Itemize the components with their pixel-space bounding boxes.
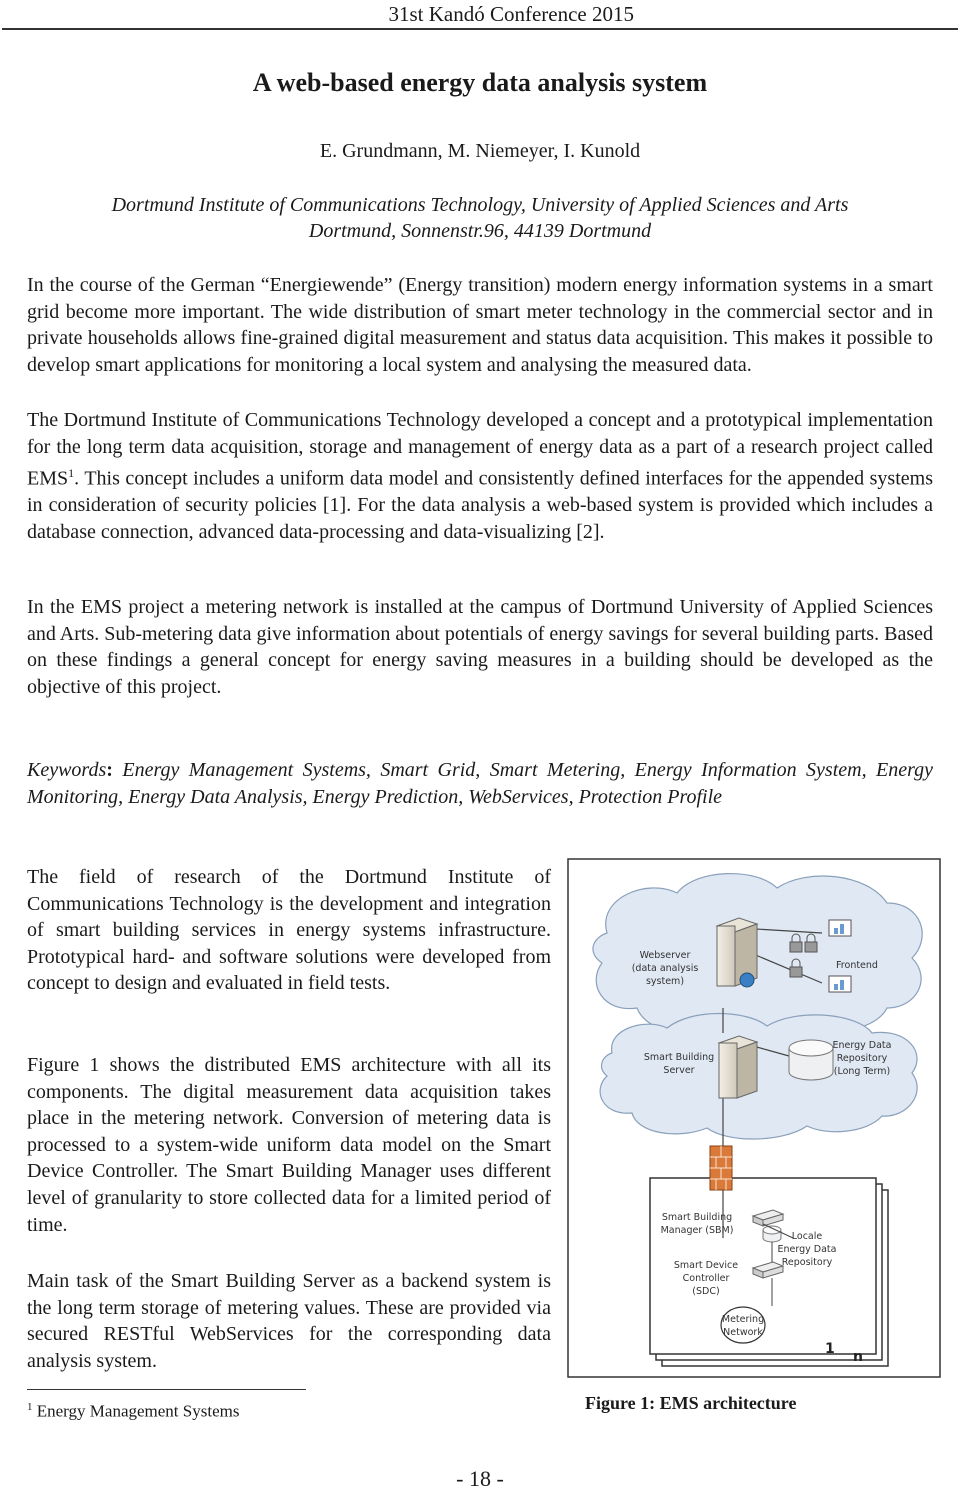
body-paragraph-2: Figure 1 shows the distributed EMS architecture with all its components. The digital measurement data acquisition takes place in the metering network. Conversion of metering data is processed to a system-wide uniform data model on the Smart Device Controller. The Smart Building Manager uses different level of granularity to store collected data for a limited period of time. <box>27 1054 551 1236</box>
keywords <box>27 757 933 811</box>
footnote-text: Energy Management Systems <box>32 1401 240 1421</box>
body-paragraph-3: Main task of the Smart Building Server as a backend system is the long term storage of metering values. These are provided via secured RESTful WebServices for the corresponding data analysis system. <box>27 1270 551 1372</box>
smart-building-server-icon <box>719 1036 757 1098</box>
label-smart-building-server: Smart Building Server <box>643 1052 715 1076</box>
label-local-repository: Locale Energy Data Repository <box>777 1231 837 1268</box>
affiliation-line-1: Dortmund Institute of Communications Technology, University of Applied Sciences and Arts <box>111 194 849 216</box>
abstract-paragraph-2 <box>27 407 933 546</box>
abstract-paragraph-1: In the course of the German “Energiewende” (Energy transition) modern energy information systems in a smart grid become more important. The wide distribution of smart meter technology in the commercial sector and in private households allows fine-grained digital measurement and status data acquisition. This makes it possible to develop smart applications for monitoring a local system and analysing the measured data. <box>27 274 933 376</box>
keywords-label: Keywords <box>27 759 107 781</box>
paper-title: A web-based energy data analysis system <box>252 68 708 97</box>
body-paragraph-1: The field of research of the Dortmund Institute of Communications Technology is the development and integration of smart building services in energy systems infrastructure. Prototypical hard- and software solutions were developed from concept to design and evaluated in field tests. <box>27 866 551 995</box>
abstract-p2-text-a: The Dortmund Institute of Communications Technology developed a concept and a prototypical implementation for the long term data acquisition, storage and management of energy data as a part of a research project called EMS <box>27 409 933 490</box>
figure-svg <box>567 858 941 1378</box>
footnote-rule <box>27 1389 306 1390</box>
frontend-monitor-icon-2 <box>829 976 851 992</box>
footnote-ref: 1 <box>68 466 75 481</box>
label-frontend: Frontend <box>836 960 878 971</box>
label-webserver: Webserver (data analysis system) <box>631 950 699 987</box>
page-number: - 18 - <box>456 1466 504 1491</box>
label-sdc: Smart Device Controller (SDC) <box>673 1260 739 1297</box>
label-energy-data-repository: Energy Data Repository (Long Term) <box>832 1040 892 1077</box>
ems-architecture-figure <box>567 858 941 1378</box>
database-icon <box>789 1040 833 1080</box>
label-metering-network: Metering Network <box>721 1314 765 1338</box>
abstract-paragraph-3: In the EMS project a metering network is installed at the campus of Dortmund University of Applied Sciences and Arts. Sub-metering data give information about potentials of energy savings for several building parts. Based on these findings a general concept for energy saving measures in a building should be developed as the objective of this project. <box>27 596 933 698</box>
paper-authors: E. Grundmann, M. Niemeyer, I. Kunold <box>319 140 641 162</box>
label-index-n: n <box>853 1349 863 1365</box>
running-header <box>0 0 960 28</box>
label-sbm: Smart Building Manager (SBM) <box>660 1212 734 1236</box>
footnote <box>27 1401 239 1422</box>
keywords-colon: : <box>106 759 113 781</box>
affiliation-line-2: Dortmund, Sonnenstr.96, 44139 Dortmund <box>308 220 652 242</box>
conference-name: 31st Kandó Conference 2015 <box>388 2 634 26</box>
abstract-p2-text-b: . This concept includes a uniform data model and consistently defined interfaces for the appended systems in consideration of security policies [1]. For the data analysis a web-based system is provided which includes a database connection, advanced data-processing and data-visualizing [2]. <box>27 467 933 544</box>
figure-caption: Figure 1: EMS architecture <box>585 1393 797 1413</box>
firewall-icon <box>710 1146 732 1190</box>
header-rule <box>2 28 958 30</box>
webserver-icon <box>717 918 757 987</box>
keywords-text: Energy Management Systems, Smart Grid, Smart Metering, Energy Information System, Energy Monitoring, Energy Data Analysis, Energy Prediction, WebServices, Protection Profile <box>27 759 933 808</box>
frontend-monitor-icon <box>829 920 851 936</box>
paper-affiliation <box>0 192 960 244</box>
label-index-1: 1 <box>825 1341 835 1357</box>
footnote-marker: 1 <box>27 1401 33 1413</box>
